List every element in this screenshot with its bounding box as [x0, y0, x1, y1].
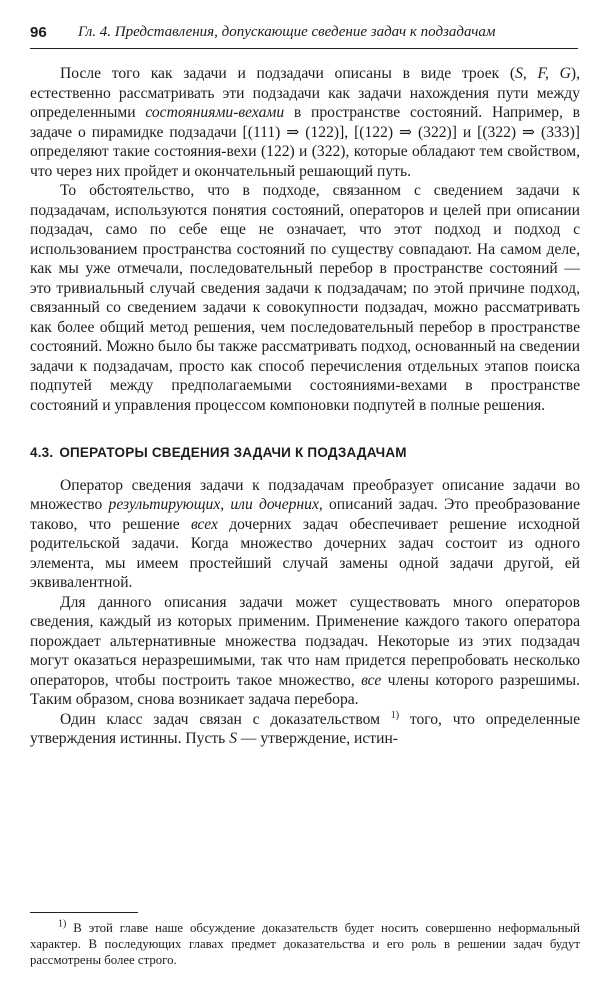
italic-run: всех — [190, 515, 218, 533]
section-title: ОПЕРАТОРЫ СВЕДЕНИЯ ЗАДАЧИ К ПОДЗАДАЧАМ — [59, 445, 407, 460]
text-run: Один класс задач связан с доказательством — [60, 710, 391, 728]
italic-run: S — [229, 730, 237, 747]
text-run: ), естественно рассматривать эти подзадачи как задачи нахождения пути между определенными — [30, 65, 581, 121]
footnote-text — [30, 920, 580, 968]
paragraph-5 — [30, 710, 580, 749]
footnote — [30, 920, 580, 968]
page-number: 96 — [30, 24, 47, 41]
page-header — [30, 22, 578, 49]
italic-run: S, F, G — [515, 65, 571, 82]
body-text — [30, 64, 580, 749]
text-run: Для данного описания задачи может существовать много операторов сведения, каждый из которых применим. Применение каждого такого оператора порождает альтернативные множества подзадач. Некоторые из этих подзадач могут оказаться неразрешимыми, так что нам придется перепробовать несколько операторов, чтобы построить такое множество, — [30, 593, 580, 689]
running-head: Гл. 4. Представления, допускающие сведение задач к подзадачам — [78, 24, 496, 40]
paragraph-3 — [30, 476, 580, 593]
text-run: — утверждение, истин- — [236, 730, 398, 747]
paragraph-2: То обстоятельство, что в подходе, связанном с сведением задачи к подзадачам, используются понятия состояний, операторов и целей при описании подзадач, само по себе еще не означает, что этот подход и подход с использованием пространства состояний по существу совпадают. На самом деле, как мы уже отмечали, последовательный перебор в пространстве состояний — это тривиальный случай сведения задачи к подзадачам; по этой причине подход, связанный со сведением задачи к совокупности подзадач, можно рассматривать как более общий метод решения, чем последовательный перебор в пространстве состояний. Можно было бы также рассматривать подход, основанный на сведении задачи к подзадачам, просто как способ перечисления отдельных этапов поиска подпутей между предполагаемыми состояниями-вехами в пространстве состояний и управления процессом компоновки подпутей в полные решения. — [30, 182, 580, 414]
text-run: в пространстве состояний. Например, в задаче о пирамидке подзадачи [(111) ⇒ (122)], [(122) ⇒ (322)] и [(322) ⇒ (333)] определяют такие состояния-вехи (122) и (322), которые обладают тем свойством, что через них пройдет и окончательный решающий путь. — [30, 104, 580, 180]
paragraph-4 — [30, 593, 580, 710]
text-run: дочерних задач обеспечивает решение исходной родительской задачи. Когда множество дочерних задач состоит из одного элемента, мы имеем простейший случай замены одной задачи другой, ей эквивалентной. — [30, 515, 580, 591]
footnote-divider — [30, 912, 138, 913]
text-run: того, что определенные утверждения истинны. Пусть — [30, 710, 580, 747]
text-run: члены которого разрешимы. Таким образом, снова возникает задача перебора. — [30, 671, 581, 708]
section-number: 4.3. — [30, 445, 54, 460]
paragraph-1 — [30, 64, 580, 181]
text-run: В этой главе наше обсуждение доказательств будет носить совершенно неформальный характер. В последующих главах предмет доказательства и его роль в решении задач будут рассмотрены более строго. — [30, 921, 580, 967]
italic-run: результирующих, или дочерних — [108, 496, 319, 513]
italic-run: состояниями-вехами — [145, 104, 285, 121]
italic-run: все — [361, 671, 382, 689]
text-run: , описаний задач. Это преобразование таково, что решение — [30, 496, 581, 533]
section-heading — [30, 443, 580, 463]
footnote-mark: 1) — [58, 918, 67, 930]
text-run: После того как задачи и подзадачи описаны в виде троек ( — [60, 65, 516, 82]
footnote-reference[interactable]: 1) — [390, 709, 400, 721]
text-run: Оператор сведения задачи к подзадачам преобразует описание задачи во множество — [30, 476, 580, 513]
